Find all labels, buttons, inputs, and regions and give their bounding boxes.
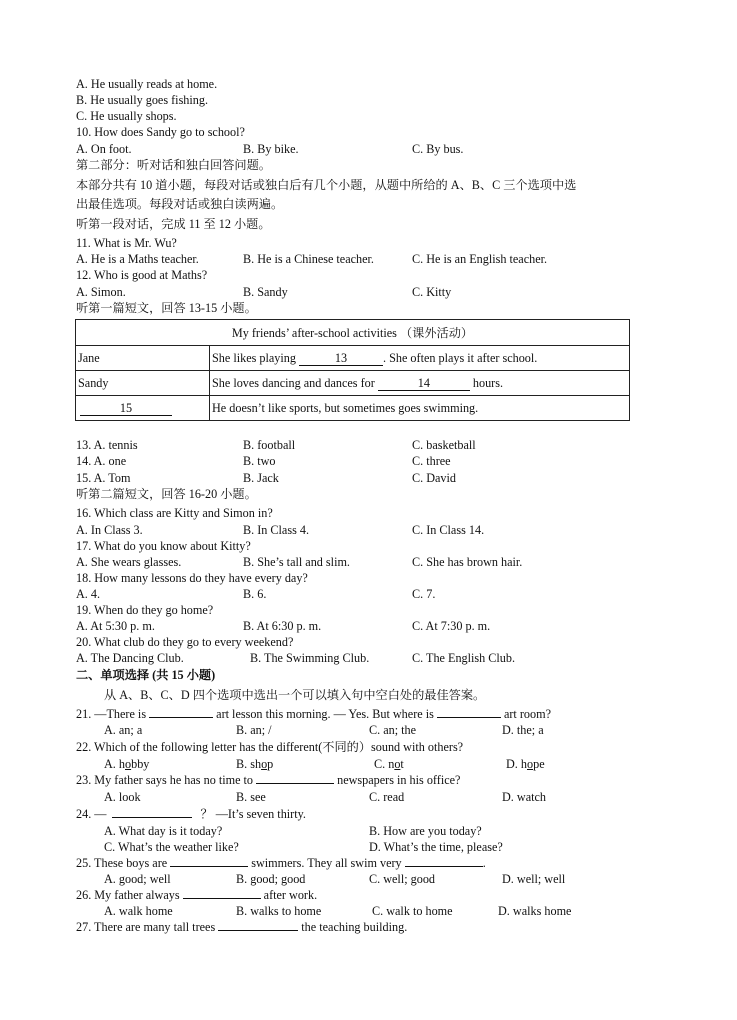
question-23: 23. My father says he has no time to newspapers in his office? bbox=[76, 773, 461, 787]
option-c: C. read bbox=[369, 790, 405, 804]
option-a: A. look bbox=[104, 790, 141, 804]
question-line: 17. What do you know about Kitty? bbox=[76, 539, 251, 553]
option-a: A. hobby bbox=[104, 757, 150, 771]
option-line: B. He usually goes fishing. bbox=[76, 93, 209, 107]
option-c: C. At 7:30 p. m. bbox=[412, 619, 491, 633]
option-c: C. The English Club. bbox=[412, 651, 516, 665]
option-b: B. football bbox=[243, 438, 296, 452]
question-22: 22. Which of the following letter has the different(不同的）sound with others? bbox=[76, 740, 464, 754]
option-c: C. David bbox=[412, 471, 457, 485]
question-21: 21. —There is art lesson this morning. — Yes. But where is art room? bbox=[76, 707, 551, 721]
blank bbox=[112, 817, 192, 818]
blank-14: 14 bbox=[378, 377, 470, 391]
option-c: C. She has brown hair. bbox=[412, 555, 523, 569]
question-24: 24. — ？ —It’s seven thirty. bbox=[76, 807, 306, 821]
instruction-line: 本部分共有 10 道小题，每段对话或独白后有几个小题，从题中所给的 A、B、C 三个选项中选 bbox=[76, 178, 577, 192]
option-a: 15. A. Tom bbox=[76, 471, 131, 485]
table-cell-activity: She likes playing 13 . She often plays it after school. bbox=[210, 346, 630, 371]
question-line: 11. What is Mr. Wu? bbox=[76, 236, 177, 250]
option-b: B. walks to home bbox=[236, 904, 322, 918]
option-d: D. well; well bbox=[502, 872, 566, 886]
question-27: 27. There are many tall trees the teaching building. bbox=[76, 920, 408, 934]
blank bbox=[170, 866, 248, 867]
instruction-line: 听第二篇短文，回答 16-20 小题。 bbox=[76, 487, 257, 501]
activities-table bbox=[75, 319, 630, 421]
option-a: A. an; a bbox=[104, 723, 143, 737]
blank bbox=[149, 717, 213, 718]
option-b: B. an; / bbox=[236, 723, 272, 737]
option-b: B. She’s tall and slim. bbox=[243, 555, 350, 569]
option-c: C. What’s the weather like? bbox=[104, 840, 239, 854]
table-header: My friends’ after-school activities （课外活动） bbox=[76, 320, 630, 346]
option-b: B. By bike. bbox=[243, 142, 299, 156]
option-b: B. The Swimming Club. bbox=[250, 651, 370, 665]
option-a: A. The Dancing Club. bbox=[76, 651, 184, 665]
option-c: C. By bus. bbox=[412, 142, 464, 156]
blank bbox=[218, 930, 298, 931]
option-a: 13. A. tennis bbox=[76, 438, 138, 452]
option-c: C. He is an English teacher. bbox=[412, 252, 548, 266]
question-line: 20. What club do they go to every weekend? bbox=[76, 635, 294, 649]
option-c: C. three bbox=[412, 454, 451, 468]
option-d: D. hope bbox=[506, 757, 545, 771]
question-line: 16. Which class are Kitty and Simon in? bbox=[76, 506, 273, 520]
option-a: A. On foot. bbox=[76, 142, 132, 156]
table-row bbox=[76, 396, 630, 421]
instruction-line: 从 A、B、C、D 四个选项中选出一个可以填入句中空白处的最佳答案。 bbox=[104, 688, 486, 702]
option-a: 14. A. one bbox=[76, 454, 127, 468]
option-a: A. Simon. bbox=[76, 285, 126, 299]
table-cell-activity: She loves dancing and dances for 14 hours. bbox=[210, 371, 630, 396]
question-26: 26. My father always after work. bbox=[76, 888, 318, 902]
option-a: A. In Class 3. bbox=[76, 523, 143, 537]
blank bbox=[256, 783, 334, 784]
option-line: C. He usually shops. bbox=[76, 109, 177, 123]
option-c: C. Kitty bbox=[412, 285, 452, 299]
table-row bbox=[76, 346, 630, 371]
option-c: C. 7. bbox=[412, 587, 436, 601]
question-25: 25. These boys are swimmers. They all swim very . bbox=[76, 856, 486, 870]
option-d: D. watch bbox=[502, 790, 546, 804]
table-cell-activity: He doesn’t like sports, but sometimes goes swimming. bbox=[210, 396, 630, 421]
blank bbox=[437, 717, 501, 718]
option-c: C. well; good bbox=[369, 872, 436, 886]
blank bbox=[405, 866, 483, 867]
option-a: A. At 5:30 p. m. bbox=[76, 619, 155, 633]
option-a: A. 4. bbox=[76, 587, 101, 601]
table-row bbox=[76, 371, 630, 396]
table-cell-name: Sandy bbox=[76, 371, 210, 396]
option-c: C. an; the bbox=[369, 723, 417, 737]
blank bbox=[183, 898, 261, 899]
option-line: A. He usually reads at home. bbox=[76, 77, 218, 91]
option-a: A. walk home bbox=[104, 904, 173, 918]
option-c: C. In Class 14. bbox=[412, 523, 485, 537]
option-b: B. Jack bbox=[243, 471, 279, 485]
option-d: D. walks home bbox=[498, 904, 572, 918]
blank-15: 15 bbox=[80, 402, 172, 416]
question-line: 10. How does Sandy go to school? bbox=[76, 125, 245, 139]
option-a: A. good; well bbox=[104, 872, 171, 886]
option-b: B. At 6:30 p. m. bbox=[243, 619, 322, 633]
option-b: B. two bbox=[243, 454, 276, 468]
question-line: 18. How many lessons do they have every day? bbox=[76, 571, 308, 585]
option-b: B. Sandy bbox=[243, 285, 288, 299]
option-c: C. walk to home bbox=[372, 904, 453, 918]
option-a: A. What day is it today? bbox=[104, 824, 223, 838]
question-line: 12. Who is good at Maths? bbox=[76, 268, 208, 282]
option-b: B. In Class 4. bbox=[243, 523, 310, 537]
question-line: 19. When do they go home? bbox=[76, 603, 214, 617]
option-a: A. He is a Maths teacher. bbox=[76, 252, 199, 266]
table-cell-name: Jane bbox=[76, 346, 210, 371]
option-b: B. see bbox=[236, 790, 266, 804]
option-a: A. She wears glasses. bbox=[76, 555, 182, 569]
table-cell-name bbox=[76, 396, 210, 421]
instruction-line: 听第一段对话，完成 11 至 12 小题。 bbox=[76, 217, 271, 231]
instruction-line: 听第一篇短文，回答 13-15 小题。 bbox=[76, 301, 257, 315]
instruction-line: 出最佳选项。每段对话或独白读两遍。 bbox=[76, 197, 284, 211]
section-heading: 第二部分：听对话和独白回答问题。 bbox=[76, 158, 271, 172]
option-d: D. the; a bbox=[502, 723, 544, 737]
option-b: B. He is a Chinese teacher. bbox=[243, 252, 374, 266]
option-b: B. good; good bbox=[236, 872, 306, 886]
option-b: B. How are you today? bbox=[369, 824, 482, 838]
option-c: C. not bbox=[374, 757, 404, 771]
option-c: C. basketball bbox=[412, 438, 476, 452]
blank-13: 13 bbox=[299, 352, 383, 366]
option-d: D. What’s the time, please? bbox=[369, 840, 503, 854]
option-b: B. 6. bbox=[243, 587, 267, 601]
section-heading: 二、单项选择 (共 15 小题) bbox=[76, 668, 216, 682]
option-b: B. shop bbox=[236, 757, 274, 771]
